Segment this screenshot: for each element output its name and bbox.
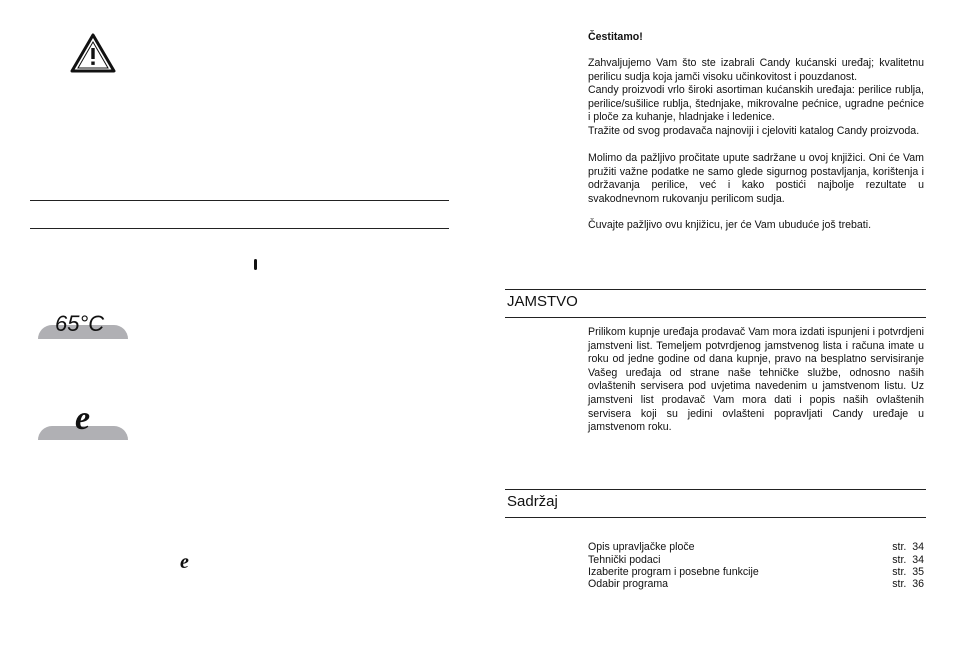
warranty-divider-top xyxy=(505,289,926,290)
toc-page: str. 36 xyxy=(892,578,924,590)
toc-title: Izaberite program i posebne funkcije xyxy=(588,566,759,578)
contents-divider-top xyxy=(505,489,926,490)
small-eco-symbol: e xyxy=(180,551,189,573)
badge-eco-label: e xyxy=(75,400,91,437)
congrats-title: Čestitamo! xyxy=(588,31,643,43)
small-mark xyxy=(254,259,257,270)
toc-title: Tehnički podaci xyxy=(588,554,661,566)
left-divider-bottom xyxy=(30,228,449,229)
toc-page: str. 34 xyxy=(892,541,924,553)
warranty-divider-bottom xyxy=(505,317,926,318)
toc-page: str. 34 xyxy=(892,554,924,566)
toc-title: Opis upravljačke ploče xyxy=(588,541,695,553)
eco-badge xyxy=(38,400,128,440)
intro-paragraph-3: Tražite od svog prodavača najnoviji i cjeloviti katalog Candy proizvoda. xyxy=(588,125,920,137)
warning-icon xyxy=(70,33,116,73)
intro-paragraph-2: Candy proizvodi vrlo široki asortiman kućanskih uređaja: perilice rublja, perilice/sušilice rublja, štednjake, mikrovalne pećnice, ugradne pećnice i ploče za kuhanje, hladnjake i ledenice. xyxy=(588,84,924,124)
warranty-heading: JAMSTVO xyxy=(507,293,578,310)
temperature-65-badge xyxy=(38,313,128,339)
read-instructions-paragraph: Molimo da pažljivo pročitate upute sadržane u ovoj knjižici. Oni će Vam pružiti važne podatke ne samo glede sigurnog postavljanja, korištenja i održavanja perilice, već i kako postići najbolje rezultate u svakodnevnom rukovanju perilicom sudja. xyxy=(588,152,924,205)
contents-heading: Sadržaj xyxy=(507,493,558,510)
left-divider-top xyxy=(30,200,449,201)
contents-divider-bottom xyxy=(505,517,926,518)
badge-temp-label: 65°C xyxy=(55,311,105,336)
warranty-paragraph: Prilikom kupnje uređaja prodavač Vam mora izdati ispunjeni i potvrdjeni jamstveni list. Temeljem potvrdjenog jamstvenog lista i računa imate u roku od jedne godine od dana kupnje, pravo na besplatno servisiranje Vašeg uređaja od strane naše tehničke službe, odnosno naših ovlaštenih servisera pod uvjetima navedenim u jamstvenom listu. Uz jamstveni list prodavač Vam mora dati i popis naših ovlaštenih servisera koji su jedini ovlašteni popravljati Candy uređaje u jamstvenom roku. xyxy=(588,326,924,434)
toc-title: Odabir programa xyxy=(588,578,669,590)
toc-page: str. 35 xyxy=(892,566,924,578)
intro-paragraph-1: Zahvaljujemo Vam što ste izabrali Candy kućanski uređaj; kvalitetnu perilicu sudja koja jamči visoku učinkovitost i pouzdanost. xyxy=(588,57,924,83)
keep-booklet-paragraph: Čuvajte pažljivo ovu knjižicu, jer će Vam ubuduće još trebati. xyxy=(588,219,872,231)
